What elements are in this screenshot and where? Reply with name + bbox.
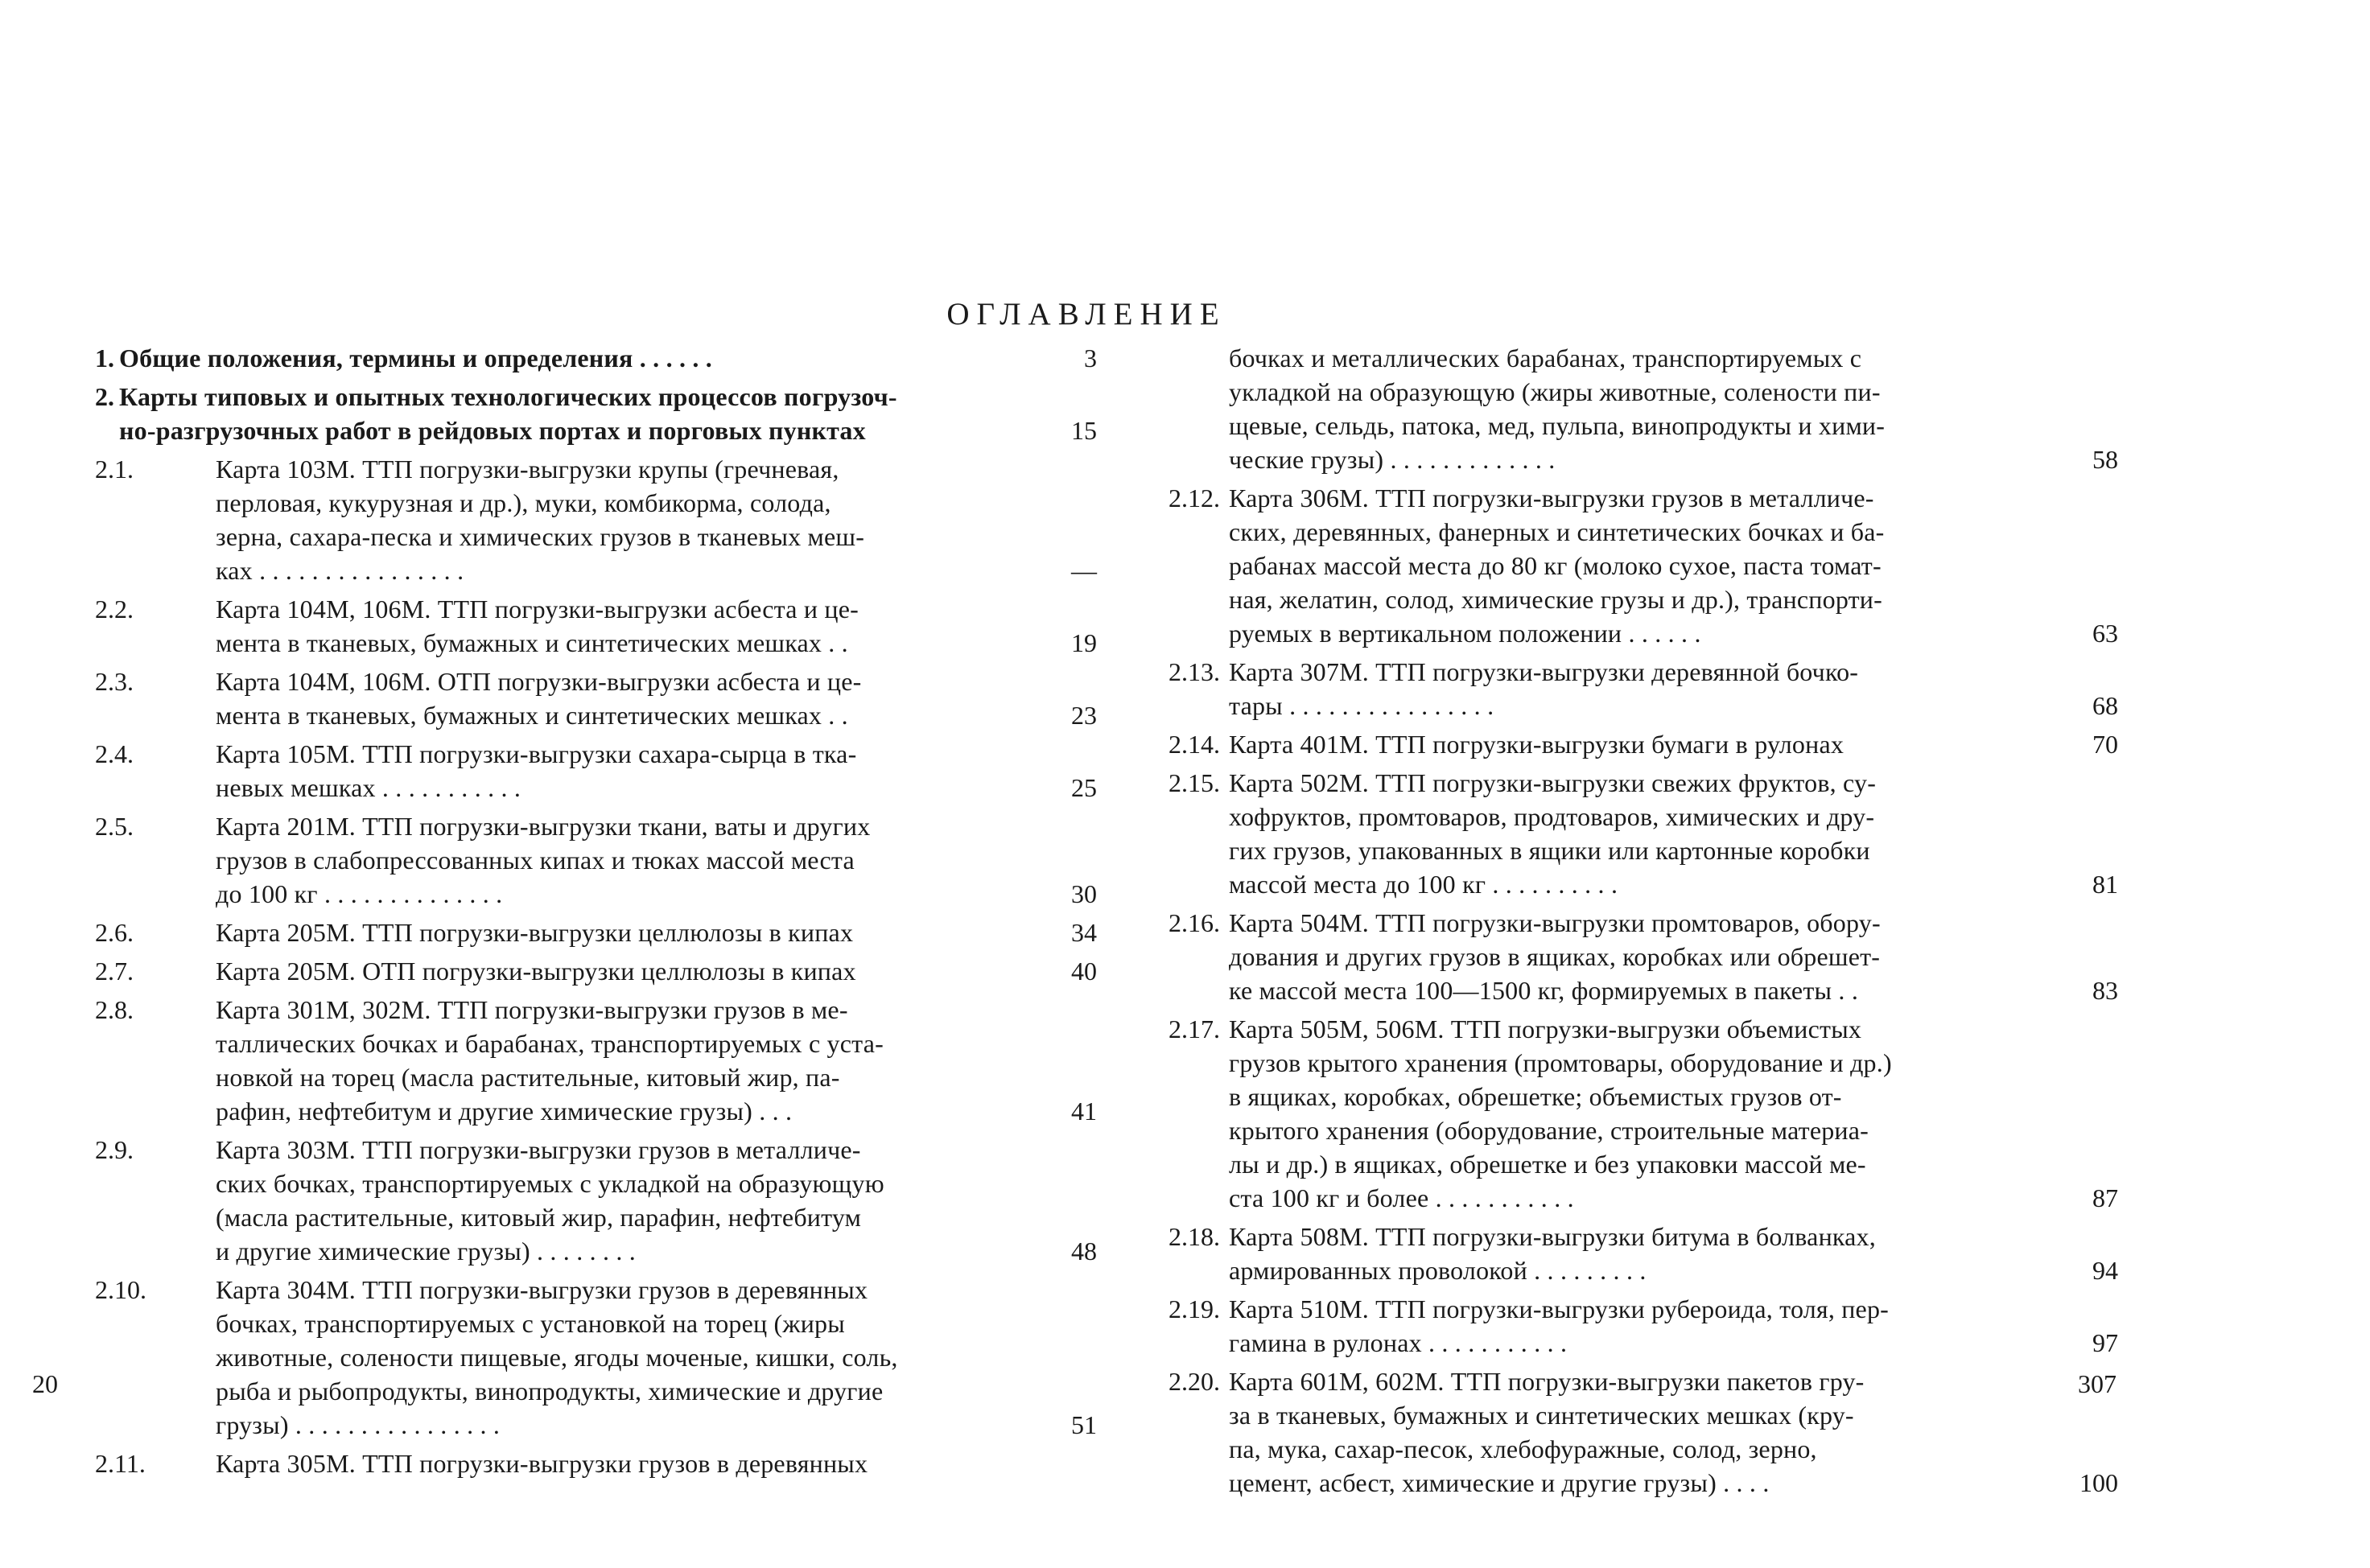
- toc-entry-number: 2.12.: [1169, 484, 1220, 512]
- toc-entry-page: 15: [1071, 416, 1097, 445]
- toc-entry: [1169, 655, 2118, 722]
- toc-entry-line: перловая, кукурузная и др.), муки, комбикорма, солода,: [216, 488, 831, 517]
- toc-entry-number: 2.8.: [95, 995, 134, 1024]
- toc-entry-number: 2.18.: [1169, 1222, 1220, 1251]
- toc-entry-page: 68: [2092, 691, 2118, 720]
- toc-entry-page: 40: [1071, 957, 1097, 986]
- toc-entry-number: 2.7.: [95, 957, 134, 986]
- toc-entry-line: Общие положения, термины и определения . . . . . .: [119, 344, 712, 372]
- toc-entry-text: [1229, 481, 2050, 650]
- toc-entry-line: тары . . . . . . . . . . . . . . . .: [1229, 691, 1494, 720]
- toc-entry-line: Карта 502М. ТТП погрузки-выгрузки свежих фруктов, су-: [1229, 768, 1877, 797]
- toc-entry-text: [1229, 766, 2050, 901]
- toc-entry-page: 58: [2092, 445, 2118, 474]
- toc-entry-line: Карта 104М, 106М. ОТП погрузки-выгрузки асбеста и це-: [216, 667, 862, 696]
- toc-entry-line: Карта 301М, 302М. ТТП погрузки-выгрузки грузов в ме-: [216, 995, 848, 1024]
- toc-entry-line: руемых в вертикальном положении . . . . . .: [1229, 619, 1701, 648]
- toc-entry-line: ста 100 кг и более . . . . . . . . . . .: [1229, 1183, 1574, 1212]
- toc-entry-text: [1229, 906, 2050, 1007]
- toc-entry-text: [216, 916, 1028, 949]
- toc-entry-page: 34: [1071, 918, 1097, 947]
- toc-entry-text: [216, 993, 1028, 1128]
- toc-right-column: [1169, 341, 2118, 1504]
- toc-entry-text: [216, 809, 1028, 911]
- toc-entry-text: [1229, 341, 2050, 476]
- toc-entry-page: 70: [2092, 730, 2118, 759]
- toc-entry-line: Карта 205М. ОТП погрузки-выгрузки целлюлозы в кипах: [216, 957, 856, 986]
- toc-entry-page: 41: [1071, 1097, 1097, 1126]
- toc-entry-page: 83: [2092, 976, 2118, 1005]
- toc-entry: [95, 809, 1097, 911]
- toc-entry-text: [216, 1133, 1028, 1268]
- toc-entry-line: крытого хранения (оборудование, строительные материа-: [1229, 1116, 1869, 1145]
- toc-entry-text: [1229, 1292, 2050, 1360]
- toc-entry-line: грузов крытого хранения (промтовары, оборудование и др.): [1229, 1048, 1892, 1077]
- toc-entry-line: Карта 601М, 602М. ТТП погрузки-выгрузки пакетов гру-: [1229, 1367, 1865, 1396]
- toc-entry-line: ке массой места 100—1500 кг, формируемых в пакеты . .: [1229, 976, 1859, 1005]
- toc-entry-page: 63: [2092, 619, 2118, 648]
- toc-entry-line: Карта 307М. ТТП погрузки-выгрузки деревянной бочко-: [1229, 657, 1859, 686]
- toc-entry-text: [216, 592, 1028, 660]
- toc-entry: [1169, 1292, 2118, 1360]
- toc-entry-line: ках . . . . . . . . . . . . . . . .: [216, 556, 464, 585]
- toc-entry-line: Карта 401М. ТТП погрузки-выгрузки бумаги в рулонах: [1229, 730, 1844, 759]
- toc-entry-line: Карта 504М. ТТП погрузки-выгрузки промтоваров, обору-: [1229, 908, 1881, 937]
- toc-entry-line: Карта 305М. ТТП погрузки-выгрузки грузов в деревянных: [216, 1449, 868, 1478]
- toc-entry-line: ческие грузы) . . . . . . . . . . . . .: [1229, 445, 1556, 474]
- toc-entry-line: в ящиках, коробках, обрешетке; объемистых грузов от-: [1229, 1082, 1842, 1111]
- toc-left-column: [95, 341, 1097, 1485]
- toc-entry-page: 94: [2092, 1256, 2118, 1285]
- toc-entry-page: 25: [1071, 773, 1097, 802]
- toc-entry-line: ских, деревянных, фанерных и синтетических бочках и ба-: [1229, 517, 1885, 546]
- toc-entry-text: [216, 665, 1028, 732]
- toc-entry-page: 81: [2092, 870, 2118, 899]
- toc-entry-number: 2.19.: [1169, 1294, 1220, 1323]
- toc-entry: [1169, 727, 2118, 761]
- toc-entry-line: гих грузов, упакованных в ящики или картонные коробки: [1229, 836, 1870, 865]
- folio-left: 20: [32, 1369, 58, 1398]
- toc-entry-text: [1229, 727, 2050, 761]
- toc-entry-text: [216, 737, 1028, 805]
- toc-entry-page: —: [1071, 556, 1097, 585]
- toc-entry: [1169, 906, 2118, 1007]
- toc-entry-line: ских бочках, транспортируемых с укладкой на образующую: [216, 1169, 884, 1198]
- toc-entry: [95, 341, 1097, 375]
- toc-entry-line: (масла растительные, китовый жир, парафин, нефтебитум: [216, 1203, 862, 1232]
- toc-entry: [95, 1447, 1097, 1480]
- toc-entry-line: бочках, транспортируемых с установкой на торец (жиры: [216, 1309, 845, 1338]
- toc-entry-number: 2.1.: [95, 455, 134, 484]
- toc-entry-line: па, мука, сахар-песок, хлебофуражные, солод, зерно,: [1229, 1434, 1817, 1463]
- toc-entry-line: грузов в слабопрессованных кипах и тюках массой места: [216, 846, 855, 875]
- toc-entry-page: 51: [1071, 1410, 1097, 1439]
- toc-entry-line: Карта 306М. ТТП погрузки-выгрузки грузов в металличе-: [1229, 484, 1874, 512]
- toc-entry-number: 2.16.: [1169, 908, 1220, 937]
- toc-entry-line: Карта 510М. ТТП погрузки-выгрузки рубероида, толя, пер-: [1229, 1294, 1889, 1323]
- toc-entry-line: таллических бочках и барабанах, транспортируемых с уста-: [216, 1029, 884, 1058]
- toc-entry-line: Карта 103М. ТТП погрузки-выгрузки крупы (гречневая,: [216, 455, 839, 484]
- toc-entry: [1169, 341, 2118, 476]
- toc-entry: [1169, 1364, 2118, 1500]
- toc-entry-line: Карта 303М. ТТП погрузки-выгрузки грузов в металличе-: [216, 1135, 861, 1164]
- toc-entry-line: животные, солености пищевые, ягоды моченые, кишки, соль,: [216, 1343, 898, 1372]
- toc-entry-number: 2.9.: [95, 1135, 134, 1164]
- toc-entry-line: Карта 105М. ТТП погрузки-выгрузки сахара-сырца в тка-: [216, 739, 857, 768]
- folio-right: 307: [2078, 1369, 2117, 1398]
- toc-entry: [1169, 481, 2118, 650]
- page-title: ОГЛАВЛЕНИЕ: [946, 297, 1226, 331]
- toc-entry-number: 2.2.: [95, 595, 134, 623]
- toc-entry-number: 2.4.: [95, 739, 134, 768]
- toc-entry-text: [119, 380, 1028, 447]
- toc-entry-number: 2.11.: [95, 1449, 146, 1478]
- toc-entry: [95, 1273, 1097, 1442]
- toc-entry-line: гамина в рулонах . . . . . . . . . . .: [1229, 1328, 1568, 1357]
- toc-entry-line: Карта 205М. ТТП погрузки-выгрузки целлюлозы в кипах: [216, 918, 854, 947]
- toc-entry-line: рафин, нефтебитум и другие химические грузы) . . .: [216, 1097, 793, 1126]
- toc-entry-page: 100: [2079, 1468, 2118, 1497]
- toc-entry-number: 2.20.: [1169, 1367, 1220, 1396]
- toc-entry-line: новкой на торец (масла растительные, китовый жир, па-: [216, 1063, 840, 1092]
- toc-entry-number: 2.14.: [1169, 730, 1220, 759]
- toc-entry-line: Карта 201М. ТТП погрузки-выгрузки ткани, ваты и других: [216, 812, 871, 841]
- toc-entry-number: 2.10.: [95, 1275, 146, 1304]
- toc-entry-line: Карта 304М. ТТП погрузки-выгрузки грузов в деревянных: [216, 1275, 868, 1304]
- toc-entry-number: 2.3.: [95, 667, 134, 696]
- toc-entry-line: мента в тканевых, бумажных и синтетических мешках . .: [216, 701, 848, 730]
- toc-entry-line: невых мешках . . . . . . . . . . .: [216, 773, 521, 802]
- toc-entry: [95, 1133, 1097, 1268]
- toc-entry-line: Карта 104М, 106М. ТТП погрузки-выгрузки асбеста и це-: [216, 595, 859, 623]
- toc-entry-text: [1229, 1220, 2050, 1287]
- toc-entry-line: укладкой на образующую (жиры животные, солености пи-: [1229, 377, 1881, 406]
- toc-entry-page: 48: [1071, 1237, 1097, 1266]
- toc-entry-number: 1.: [95, 344, 114, 372]
- toc-entry: [95, 665, 1097, 732]
- toc-entry-text: [216, 452, 1028, 587]
- toc-entry-page: 19: [1071, 628, 1097, 657]
- toc-entry: [95, 737, 1097, 805]
- toc-entry-line: бочках и металлических барабанах, транспортируемых с: [1229, 344, 1862, 372]
- toc-entry: [95, 954, 1097, 988]
- toc-entry: [95, 916, 1097, 949]
- toc-entry: [1169, 766, 2118, 901]
- toc-entry-line: грузы) . . . . . . . . . . . . . . . .: [216, 1410, 501, 1439]
- toc-entry-line: рыба и рыбопродукты, винопродукты, химические и другие: [216, 1377, 884, 1405]
- toc-entry-page: 97: [2092, 1328, 2118, 1357]
- toc-entry-line: до 100 кг . . . . . . . . . . . . . .: [216, 879, 503, 908]
- toc-entry: [1169, 1220, 2118, 1287]
- toc-entry-number: 2.13.: [1169, 657, 1220, 686]
- toc-entry-line: за в тканевых, бумажных и синтетических мешках (кру-: [1229, 1401, 1854, 1430]
- toc-entry-text: [216, 1273, 1028, 1442]
- toc-entry-number: 2.: [95, 382, 114, 411]
- toc-entry-text: [1229, 1364, 2050, 1500]
- toc-entry-text: [1229, 655, 2050, 722]
- toc-entry-page: 23: [1071, 701, 1097, 730]
- toc-entry: [1169, 1012, 2118, 1215]
- toc-entry-text: [216, 1447, 1028, 1480]
- toc-entry-line: Карта 505М, 506М. ТТП погрузки-выгрузки объемистых: [1229, 1014, 1862, 1043]
- toc-entry-line: и другие химические грузы) . . . . . . . .: [216, 1237, 637, 1266]
- toc-entry-line: но-разгрузочных работ в рейдовых портах и порговых пунктах: [119, 416, 866, 445]
- toc-entry-number: 2.15.: [1169, 768, 1220, 797]
- toc-entry-page: 3: [1084, 344, 1097, 372]
- toc-entry-number: 2.17.: [1169, 1014, 1220, 1043]
- toc-entry-line: Карты типовых и опытных технологических процессов погрузоч-: [119, 382, 897, 411]
- toc-entry: [95, 380, 1097, 447]
- toc-entry-line: рабанах массой места до 80 кг (молоко сухое, паста томат-: [1229, 551, 1882, 580]
- toc-entry-line: армированных проволокой . . . . . . . . .: [1229, 1256, 1647, 1285]
- toc-entry-line: зерна, сахара-песка и химических грузов в тканевых меш-: [216, 522, 865, 551]
- toc-entry-page: 87: [2092, 1183, 2118, 1212]
- toc-entry-line: мента в тканевых, бумажных и синтетических мешках . .: [216, 628, 848, 657]
- toc-entry-line: дования и других грузов в ящиках, коробках или обрешет-: [1229, 942, 1881, 971]
- toc-entry: [95, 592, 1097, 660]
- toc-entry-text: [216, 954, 1028, 988]
- toc-entry-number: 2.6.: [95, 918, 134, 947]
- toc-entry-line: ная, желатин, солод, химические грузы и др.), транспорти-: [1229, 585, 1882, 614]
- toc-entry: [95, 993, 1097, 1128]
- toc-entry-text: [1229, 1012, 2050, 1215]
- toc-entry-line: Карта 508М. ТТП погрузки-выгрузки битума в болванках,: [1229, 1222, 1876, 1251]
- toc-entry-number: 2.5.: [95, 812, 134, 841]
- toc-entry-line: хофруктов, промтоваров, продтоваров, химических и дру-: [1229, 802, 1875, 831]
- toc-entry: [95, 452, 1097, 587]
- toc-entry-line: лы и др.) в ящиках, обрешетке и без упаковки массой ме-: [1229, 1150, 1866, 1179]
- toc-entry-line: массой места до 100 кг . . . . . . . . . .: [1229, 870, 1618, 899]
- toc-entry-text: [119, 341, 1028, 375]
- toc-entry-line: цемент, асбест, химические и другие грузы) . . . .: [1229, 1468, 1770, 1497]
- toc-entry-page: 30: [1071, 879, 1097, 908]
- toc-entry-line: щевые, сельдь, патока, мед, пульпа, винопродукты и хими-: [1229, 411, 1886, 440]
